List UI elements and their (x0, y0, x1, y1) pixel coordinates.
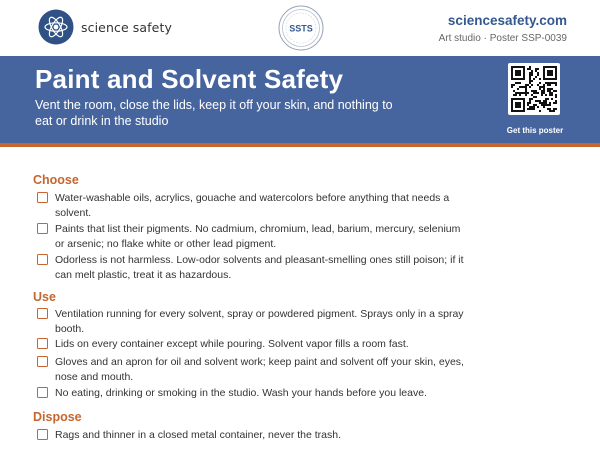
atom-logo-icon (38, 9, 74, 45)
qr-code-icon (511, 66, 557, 112)
section-heading-choose: Choose (33, 173, 79, 187)
site-url-link[interactable]: sciencesafety.com (447, 13, 567, 28)
ssts-seal-icon (278, 5, 324, 51)
item-text: Lids on every container except while pouring. Solvent vapor fills a room fast. (55, 338, 409, 350)
get-poster-label[interactable]: Get this poster (506, 126, 564, 135)
brand[interactable] (38, 9, 172, 45)
brand-name: science safety (81, 19, 172, 35)
qr-code[interactable] (508, 63, 560, 115)
site-info (439, 13, 567, 44)
item-text: Odorless is not harmless. Low-odor solvents and pleasant-smelling ones still poison; if it can melt plastic, treat it as hazardous. (55, 254, 464, 281)
seal-text: SSTS (289, 23, 313, 34)
item-text: Ventilation running for every solvent, spray or powdered pigment. Sprays only in a spray booth. (55, 308, 464, 335)
page-title: Paint and Solvent Safety (35, 64, 344, 94)
checkbox[interactable] (37, 429, 48, 440)
item-text: Gloves and an apron for oil and solvent work; keep paint and solvent off your skin, eyes, nose and mouth. (55, 356, 464, 383)
top-bar (0, 0, 600, 56)
page-subtitle: Vent the room, close the lids, keep it off your skin, and nothing to eat or drink in the studio (35, 98, 393, 128)
item-text: Rags and thinner in a closed metal container, never the trash. (55, 429, 342, 441)
section-heading-dispose: Dispose (33, 410, 82, 424)
checkbox[interactable] (37, 387, 48, 398)
item-text: No eating, drinking or smoking in the studio. Wash your hands before you leave. (55, 387, 427, 399)
checkbox[interactable] (37, 254, 48, 265)
section-heading-use: Use (33, 290, 56, 304)
poster-meta: Art studio · Poster SSP-0039 (438, 33, 567, 44)
checkbox[interactable] (37, 223, 48, 234)
item-text: Water-washable oils, acrylics, gouache and watercolors before anything that needs a solvent. (55, 192, 450, 219)
checkbox[interactable] (37, 338, 48, 349)
divider-rule (0, 143, 600, 147)
item-text: Paints that list their pigments. No cadmium, chromium, lead, barium, mercury, selenium or arsenic; no flake white or other lead pigment. (55, 223, 461, 250)
checkbox[interactable] (37, 192, 48, 203)
checkbox[interactable] (37, 308, 48, 319)
checkbox[interactable] (37, 356, 48, 367)
